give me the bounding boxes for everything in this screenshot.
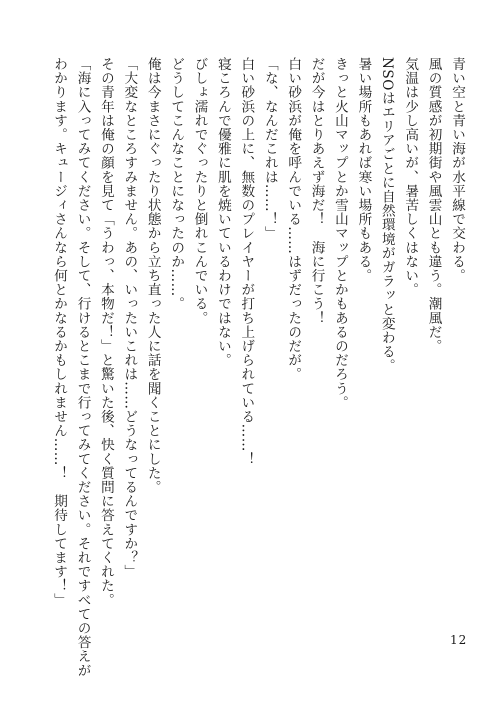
text-line-6: きっと火山マップとか雪山マップとかもあるのだろう。 — [331, 57, 348, 410]
text-line-2: 風の質感が初期街や風雲山とも違う。潮風だ。 — [425, 57, 442, 354]
text-line-5: 暑い場所もあれば寒い場所もある。 — [355, 57, 372, 283]
text-line-17: 「海に入ってみてください。そして、行けるとこまで行ってみてください。それですべての答えが — [74, 57, 91, 678]
page-number: 12 — [450, 633, 468, 647]
text-line-13: どうしてこんなことになったのか……。 — [168, 57, 185, 311]
text-line-8: 白い砂浜が俺を呼んでいる……はずだったのだが。 — [285, 57, 302, 382]
text-line-15: 「大変なところすみません。あの、いったいこれは……どうなってるんですか？」 — [121, 57, 138, 579]
text-line-9: 「な、なんだこれは……！」 — [261, 57, 278, 241]
text-line-4: NSOはエリアごとに自然環境がガラッと変わる。 — [378, 57, 395, 373]
text-line-14: 俺は今まさにぐったり状態から立ち直った人に話を聞くことにした。 — [144, 57, 161, 495]
text-line-16: その青年は俺の顔を見て「うわっ、本物だ！」と驚いた後、快く質問に答えてくれた。 — [97, 57, 114, 607]
text-line-1: 青い空と青い海が水平線で交わる。 — [449, 57, 465, 283]
text-line-18: わかります。キュージィさんなら何とかなるかもしれません……！ 期待してます！」 — [51, 57, 68, 607]
text-line-11: 寝ころんで優雅に肌を焼いているわけではない。 — [214, 57, 231, 368]
text-line-10: 白い砂浜の上に、無数のプレイヤーが打ち上げられている……！ — [238, 57, 255, 466]
text-line-7: だが今はとりあえず海だ！ 海に行こう！ — [308, 57, 325, 325]
text-line-3: 気温は少し高いが、暑苦しくはない。 — [402, 57, 419, 297]
text-line-12: びしょ濡れでぐったりと倒れこんでいる。 — [191, 57, 208, 325]
